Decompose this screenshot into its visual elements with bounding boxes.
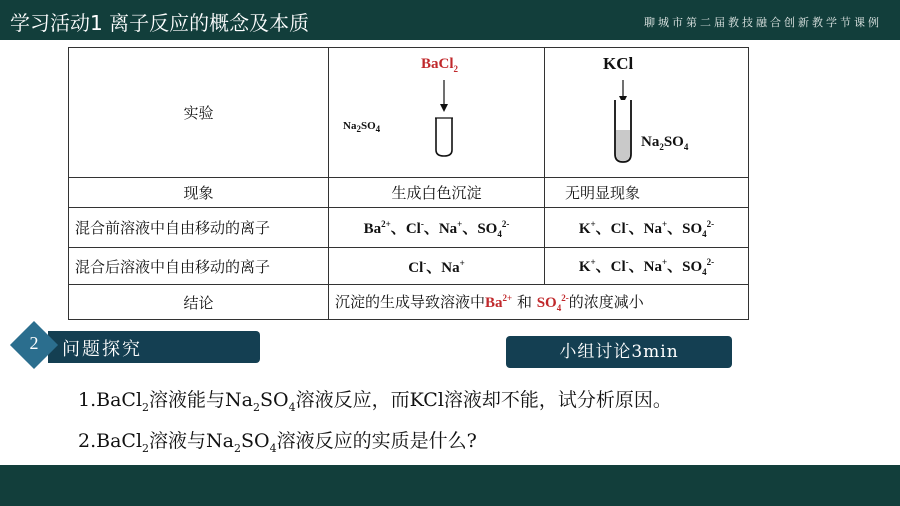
ion-separator: 、 xyxy=(667,220,683,237)
table-row-phenomenon xyxy=(69,178,749,208)
ion-formula: Na+ xyxy=(441,257,465,276)
row-label-ions-after: 混合后溶液中自由移动的离子 xyxy=(69,248,329,285)
row-label-ions-before: 混合前溶液中自由移动的离子 xyxy=(69,208,329,248)
slide-subtitle: 聊城市第二届教技融合创新教学节课例 xyxy=(644,16,882,29)
exp2-phenomenon: 无明显现象 xyxy=(545,178,749,208)
question-1: 1.BaCl$_2$溶液能与$Na_2SO_4$溶液反应，而KCl溶液却不能，试分析原因。 xyxy=(78,389,672,414)
table-row-ions-after xyxy=(69,248,749,285)
exp1-ions-before xyxy=(329,208,545,248)
exp2-solution-label: $Na_2SO_4$ xyxy=(641,134,689,152)
row-label-experiment: 实验 xyxy=(69,48,329,178)
ion-formula: $SO_4^{2-}$ xyxy=(682,218,715,239)
table-row-conclusion xyxy=(69,285,749,320)
exp2-tube-liquid xyxy=(616,130,630,161)
exp1-test-tube xyxy=(436,118,452,156)
ion-separator: 、 xyxy=(667,259,683,275)
ion-separator: 、 xyxy=(595,220,611,237)
ion-formula: Na+ xyxy=(643,218,668,237)
exp1-ions-after xyxy=(329,248,545,285)
exp1-phenomenon: 生成白色沉淀 xyxy=(329,178,545,208)
exp1-solution-label: $Na_2SO_4$ xyxy=(343,120,381,135)
exp2-ions-before xyxy=(545,208,749,248)
ion-formula: Cl- xyxy=(610,257,629,275)
experiment-table xyxy=(68,47,749,320)
exp1-illustration-cell xyxy=(329,48,545,178)
ion-separator: 、 xyxy=(628,259,644,275)
ion-formula: $Ba^{2+}$ xyxy=(363,218,391,237)
ion-formula: Cl- xyxy=(405,218,424,237)
exp1-tube-drawing xyxy=(424,78,464,158)
exp2-illustration-cell xyxy=(545,48,749,178)
ion-formula: Cl- xyxy=(610,218,629,237)
slide-title: 学习活动1 离子反应的概念及本质 xyxy=(10,11,310,35)
ion-formula: $SO_4^{2-}$ xyxy=(477,218,510,239)
section-title: 问题探究 xyxy=(62,339,142,360)
footer-bar xyxy=(0,465,900,506)
exp2-tube-drawing xyxy=(605,78,645,164)
discussion-badge: 小组讨论3min xyxy=(506,336,732,368)
ion-formula: K+ xyxy=(578,257,596,275)
question-2: 2.BaCl$_2$溶液与$Na_2SO_4$溶液反应的实质是什么? xyxy=(78,430,477,455)
exp1-arrow-head xyxy=(440,104,448,112)
ion-separator: 、 xyxy=(628,220,644,237)
conclusion-text: 沉淀的生成导致溶液中$Ba^{2+}$ 和 $SO_4^{2-}$的浓度减小 xyxy=(329,285,749,320)
ion-separator: 、 xyxy=(423,220,439,237)
ion-formula: Na+ xyxy=(643,257,668,275)
header-bar xyxy=(0,0,900,40)
table-row-ions-before xyxy=(69,208,749,248)
table-row-experiment xyxy=(69,48,749,178)
ion-formula: K+ xyxy=(578,218,596,237)
ion-formula: Cl- xyxy=(408,257,427,276)
row-label-conclusion: 结论 xyxy=(69,285,329,320)
ion-separator: 、 xyxy=(426,259,442,276)
ion-formula: $SO_4^{2-}$ xyxy=(682,257,715,277)
section-number: 2 xyxy=(29,333,39,353)
ion-separator: 、 xyxy=(462,220,478,237)
exp1-reagent-label: BaCl$_2$ xyxy=(421,56,459,74)
ion-separator: 、 xyxy=(595,259,611,275)
row-label-phenomenon: 现象 xyxy=(69,178,329,208)
exp2-reagent-label: KCl xyxy=(603,54,634,73)
ion-separator: 、 xyxy=(390,220,406,237)
ion-formula: Na+ xyxy=(438,218,463,237)
exp2-ions-after xyxy=(545,248,749,285)
